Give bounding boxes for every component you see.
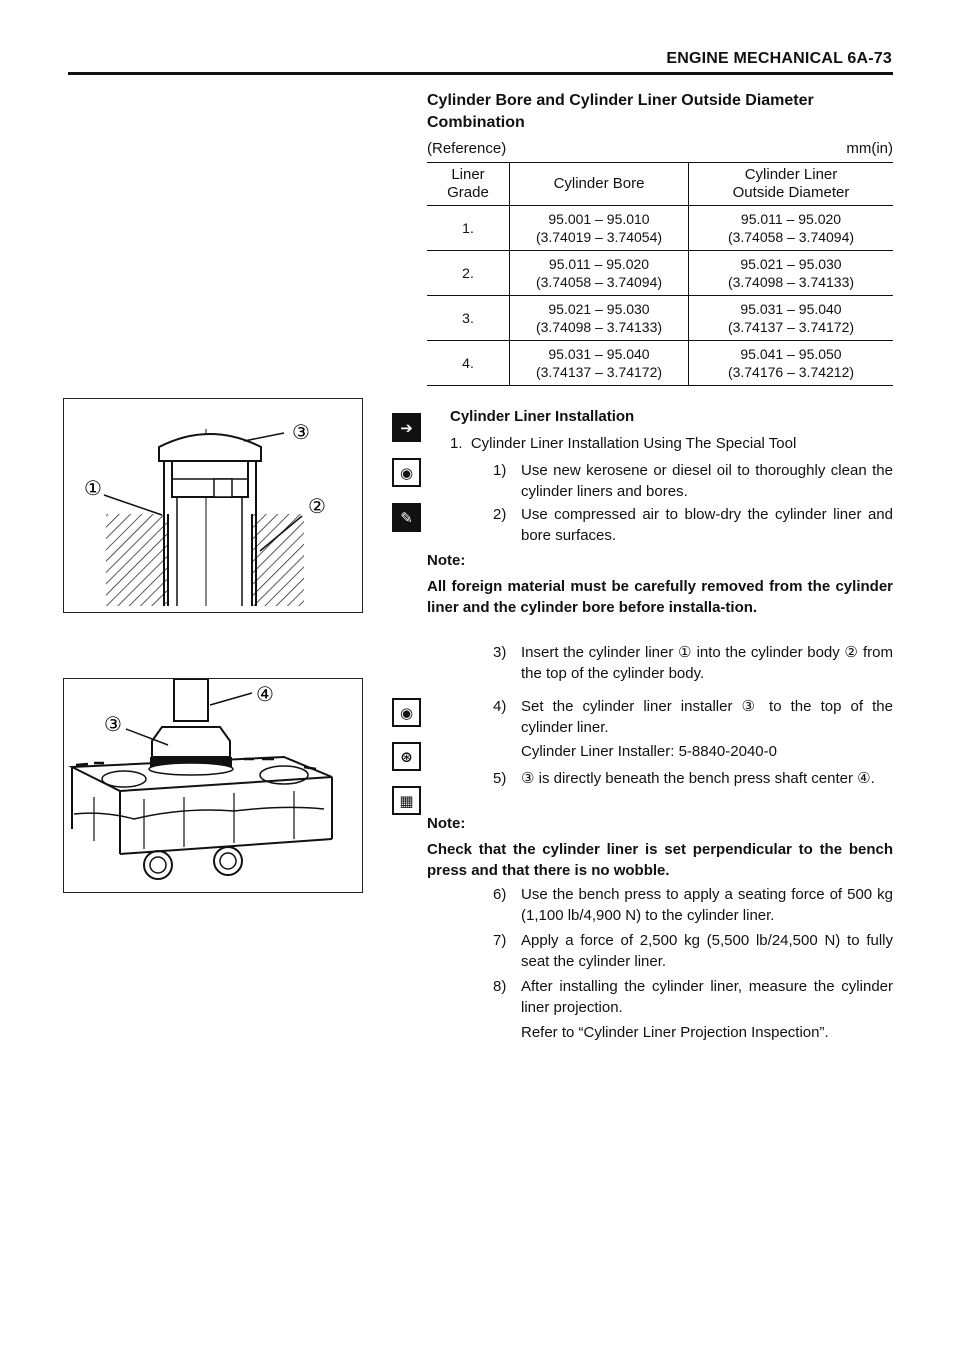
step-num: 4) [493, 698, 507, 715]
cell-liner: 95.011 – 95.020 (3.74058 – 3.74094) [689, 206, 894, 251]
reference-row [427, 140, 893, 157]
callout-1: ① [84, 476, 102, 500]
install-icon: ➔ [392, 413, 421, 442]
col-header-grade: Liner Grade [447, 166, 489, 201]
cell-liner: 95.021 – 95.030 (3.74098 – 3.74133) [689, 251, 894, 296]
cell-grade: 2. [462, 265, 474, 281]
step-num: 8) [493, 978, 507, 995]
step-num: 2) [493, 506, 507, 523]
install-step-1: 1. Cylinder Liner Installation Using The Special Tool [450, 435, 797, 452]
cell-bore: 95.011 – 95.020 (3.74058 – 3.74094) [510, 251, 689, 296]
table-header-row [427, 163, 893, 206]
callout-3: ③ [104, 712, 122, 736]
press-shaft [174, 679, 208, 721]
note-text: Check that the cylinder liner is set perpendicular to the bench press and that there is no wobble. [427, 841, 893, 879]
step-text: Apply a force of 2,500 kg (5,500 lb/24,500 N) to fully seat the cylinder liner. [521, 932, 893, 970]
cell-bore: 95.031 – 95.040 (3.74137 – 3.74172) [510, 341, 689, 386]
cell-grade: 1. [462, 220, 474, 236]
callout-3: ③ [292, 420, 310, 444]
table-row [427, 296, 893, 341]
cylinder-body-left [106, 514, 168, 606]
unit-label: mm(in) [846, 140, 893, 157]
step-num: 1) [493, 462, 507, 479]
note-label: Note: [427, 552, 466, 569]
step-num: 6) [493, 886, 507, 903]
liner-insertion-drawing [64, 399, 362, 612]
combination-title: Cylinder Bore and Cylinder Liner Outside Diameter Combination [427, 92, 814, 131]
cell-bore: 95.021 – 95.030 (3.74098 – 3.74133) [510, 296, 689, 341]
cell-bore: 95.001 – 95.010 (3.74019 – 3.74054) [510, 206, 689, 251]
step-text: Insert the cylinder liner ① into the cylinder body ② from the top of the cylinder body. [521, 644, 893, 682]
step-text: Use compressed air to blow-dry the cylinder liner and bore surfaces. [521, 506, 893, 544]
bench-press-drawing [64, 679, 362, 892]
installer-dome [159, 434, 261, 461]
col-header-bore: Cylinder Bore [510, 163, 689, 206]
table-row [427, 341, 893, 386]
table-row [427, 206, 893, 251]
page-title: ENGINE MECHANICAL 6A-73 [666, 50, 892, 67]
step-text: Use the bench press to apply a seating force of 500 kg (1,100 lb/4,900 N) to the cylinder liner. [521, 886, 893, 924]
col-header-liner: Cylinder Liner Outside Diameter [689, 163, 894, 206]
cylinder-body-right [252, 514, 304, 606]
step-text: After installing the cylinder liner, measure the cylinder liner projection. [521, 978, 893, 1016]
note-label: Note: [427, 815, 466, 832]
header-rule [68, 72, 893, 75]
callout-2: ② [308, 494, 326, 518]
figure-liner-insertion [63, 398, 363, 613]
magnify-icon: ◉ [392, 458, 421, 487]
reference-note: Refer to “Cylinder Liner Projection Inspection”. [521, 1024, 829, 1041]
cell-grade: 4. [462, 355, 474, 371]
install-title: Cylinder Liner Installation [450, 408, 635, 425]
press-icon: ⊛ [392, 742, 421, 771]
combination-table [427, 162, 893, 386]
callout-4: ④ [256, 682, 274, 706]
step-text: Set the cylinder liner installer ③ to the top of the cylinder liner. [521, 698, 893, 736]
reference-label: (Reference) [427, 140, 507, 157]
cell-grade: 3. [462, 310, 474, 326]
step-num: 7) [493, 932, 507, 949]
figure-bench-press [63, 678, 363, 893]
liner-installer [152, 727, 230, 757]
step-text: ③ is directly beneath the bench press shaft center ④. [521, 770, 875, 787]
tool-number: Cylinder Liner Installer: 5-8840-2040-0 [521, 743, 777, 760]
magnify-icon: ◉ [392, 698, 421, 727]
table-row [427, 251, 893, 296]
cell-liner: 95.031 – 95.040 (3.74137 – 3.74172) [689, 296, 894, 341]
step-num: 3) [493, 644, 507, 661]
air-blow-icon: ✎ [392, 503, 421, 532]
note-text: All foreign material must be carefully removed from the cylinder liner and the cylinder bore before installa-tion. [427, 578, 893, 616]
step-num: 5) [493, 770, 507, 787]
special-tool-icon: ▦ [392, 786, 421, 815]
cell-liner: 95.041 – 95.050 (3.74176 – 3.74212) [689, 341, 894, 386]
step-text: Use new kerosene or diesel oil to thoroughly clean the cylinder liners and bores. [521, 462, 893, 500]
